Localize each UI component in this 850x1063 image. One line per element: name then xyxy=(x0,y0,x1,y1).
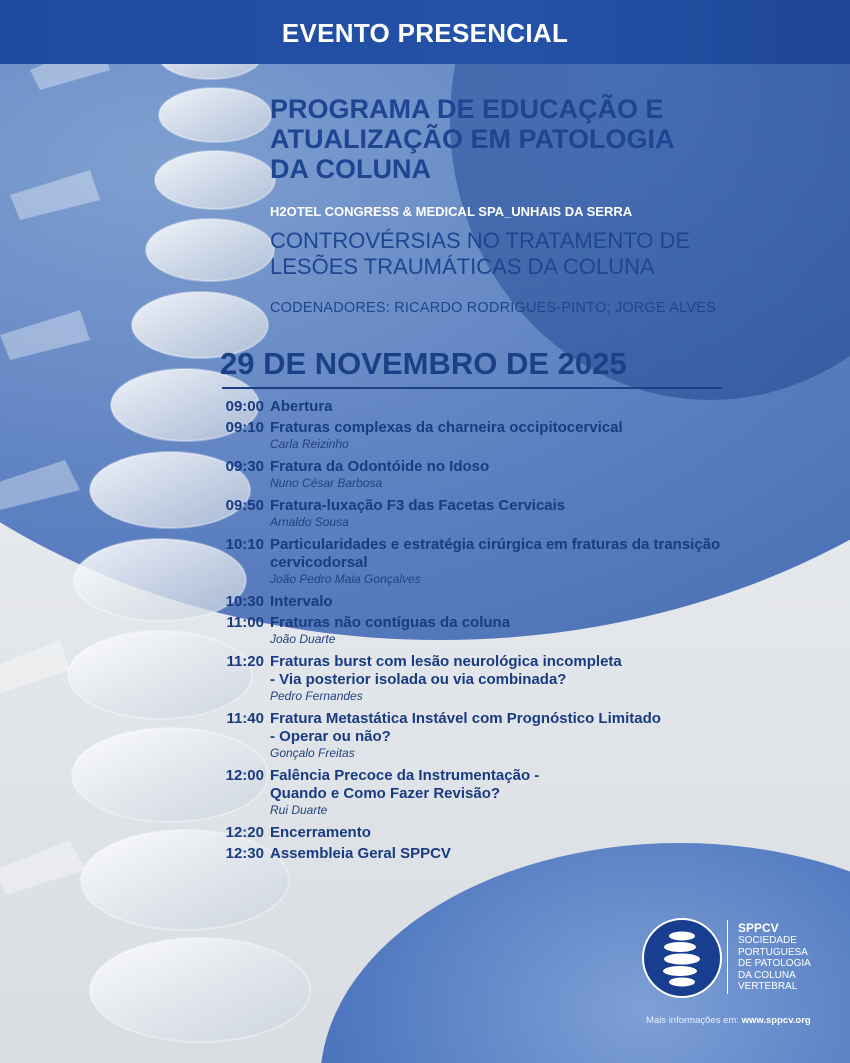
program-title-line: DA COLUNA xyxy=(270,154,431,184)
schedule-title-line: - Via posterior isolada ou via combinada? xyxy=(270,671,567,688)
schedule-title-line: Quando e Como Fazer Revisão? xyxy=(270,785,501,802)
schedule-body xyxy=(270,536,820,590)
more-info-prefix: Mais informações em: xyxy=(646,1015,739,1026)
schedule-speaker: João Duarte xyxy=(270,632,336,646)
more-info xyxy=(646,1015,811,1026)
schedule-body xyxy=(270,614,820,650)
schedule-item xyxy=(200,419,820,455)
schedule-item xyxy=(200,614,820,650)
schedule-time: 09:30 xyxy=(225,458,264,475)
organization-name xyxy=(738,935,838,993)
spine-logo-icon xyxy=(642,918,722,998)
schedule-title-line: Falência Precoce da Instrumentação - xyxy=(270,767,540,784)
schedule-title-line: Intervalo xyxy=(270,593,333,610)
schedule-time: 09:00 xyxy=(225,398,264,415)
schedule-item xyxy=(200,845,820,863)
schedule-item xyxy=(200,536,820,590)
event-type-label: EVENTO PRESENCIAL xyxy=(281,18,569,48)
schedule-body xyxy=(270,710,820,764)
schedule-time: 10:30 xyxy=(225,593,264,610)
event-date: 29 DE NOVEMBRO DE 2025 xyxy=(220,346,627,381)
schedule-title-line: Abertura xyxy=(270,398,333,415)
schedule-speaker: Nuno César Barbosa xyxy=(270,476,383,490)
program-subtitle-line: CONTROVÉRSIAS NO TRATAMENTO DE xyxy=(270,228,691,253)
schedule-body xyxy=(270,767,820,821)
organization-name-line: VERTEBRAL xyxy=(738,981,798,992)
schedule-body xyxy=(270,419,820,455)
schedule-title-line: Fraturas complexas da charneira occipitocervical xyxy=(270,419,623,436)
coordinators: CODENADORES: RICARDO RODRIGUES-PINTO; JORGE ALVES xyxy=(270,300,716,316)
schedule-speaker: Carla Reizinho xyxy=(270,437,349,451)
organization-name-line: DA COLUNA xyxy=(738,969,796,981)
date-underline xyxy=(222,387,722,389)
schedule-item xyxy=(200,710,820,764)
schedule-item xyxy=(200,398,820,416)
schedule-speaker: João Pedro Maia Gonçalves xyxy=(270,572,421,586)
schedule-body xyxy=(270,593,820,611)
website-link[interactable]: www.sppcv.org xyxy=(741,1015,811,1026)
program-title-line: ATUALIZAÇÃO EM PATOLOGIA xyxy=(270,124,675,154)
program-subtitle xyxy=(270,228,830,280)
program-subtitle-line: LESÕES TRAUMÁTICAS DA COLUNA xyxy=(270,254,655,279)
organization-name-line: PORTUGUESA xyxy=(738,946,808,958)
schedule-item xyxy=(200,497,820,533)
schedule-body xyxy=(270,845,820,863)
schedule-title-line: cervicodorsal xyxy=(270,554,368,571)
program-title xyxy=(270,94,830,184)
schedule-speaker: Gonçalo Freitas xyxy=(270,746,355,760)
logo-divider xyxy=(727,920,728,994)
schedule-time: 11:20 xyxy=(226,653,264,670)
event-type-banner xyxy=(0,0,850,64)
schedule-title-line: Fratura Metastática Instável com Prognóstico Limitado xyxy=(270,710,661,727)
schedule-item xyxy=(200,458,820,494)
schedule-speaker: Rui Duarte xyxy=(270,803,328,817)
schedule-title-line: Particularidades e estratégia cirúrgica em fraturas da transição xyxy=(270,536,721,553)
schedule-title-line: Fratura da Odontóide no Idoso xyxy=(270,458,490,475)
program-title-line: PROGRAMA DE EDUCAÇÃO E xyxy=(270,94,664,124)
schedule-time: 12:30 xyxy=(225,845,264,862)
schedule-time: 10:10 xyxy=(225,536,264,553)
schedule-time: 09:10 xyxy=(225,419,264,436)
schedule-time: 12:00 xyxy=(225,767,264,784)
schedule-item xyxy=(200,593,820,611)
schedule-time: 09:50 xyxy=(225,497,264,514)
schedule-title-line: Fraturas não contíguas da coluna xyxy=(270,614,511,631)
schedule-speaker: Arnaldo Sousa xyxy=(270,515,349,529)
schedule-title-line: Encerramento xyxy=(270,824,371,841)
schedule-body xyxy=(270,497,820,533)
schedule-item xyxy=(200,767,820,821)
schedule-item xyxy=(200,824,820,842)
schedule-body xyxy=(270,653,820,707)
schedule-time: 11:00 xyxy=(226,614,264,631)
venue: H2OTEL CONGRESS & MEDICAL SPA_UNHAIS DA SERRA xyxy=(270,204,633,219)
schedule-body xyxy=(270,824,820,842)
schedule-time: 12:20 xyxy=(225,824,264,841)
schedule-speaker: Pedro Fernandes xyxy=(270,689,363,703)
schedule-title-line: Fratura-luxação F3 das Facetas Cervicais xyxy=(270,497,566,514)
schedule-title-line: Assembleia Geral SPPCV xyxy=(270,845,451,862)
organization-name-line: SOCIEDADE xyxy=(738,935,797,946)
schedule-time: 11:40 xyxy=(226,710,264,727)
schedule-title-line: Fraturas burst com lesão neurológica incompleta xyxy=(270,653,622,670)
organization-acronym: SPPCV xyxy=(738,921,779,935)
organization-name-line: DE PATOLOGIA xyxy=(738,958,811,969)
schedule-title-line: - Operar ou não? xyxy=(270,728,391,745)
schedule-item xyxy=(200,653,820,707)
schedule-body xyxy=(270,398,820,416)
schedule xyxy=(200,398,820,866)
schedule-body xyxy=(270,458,820,494)
